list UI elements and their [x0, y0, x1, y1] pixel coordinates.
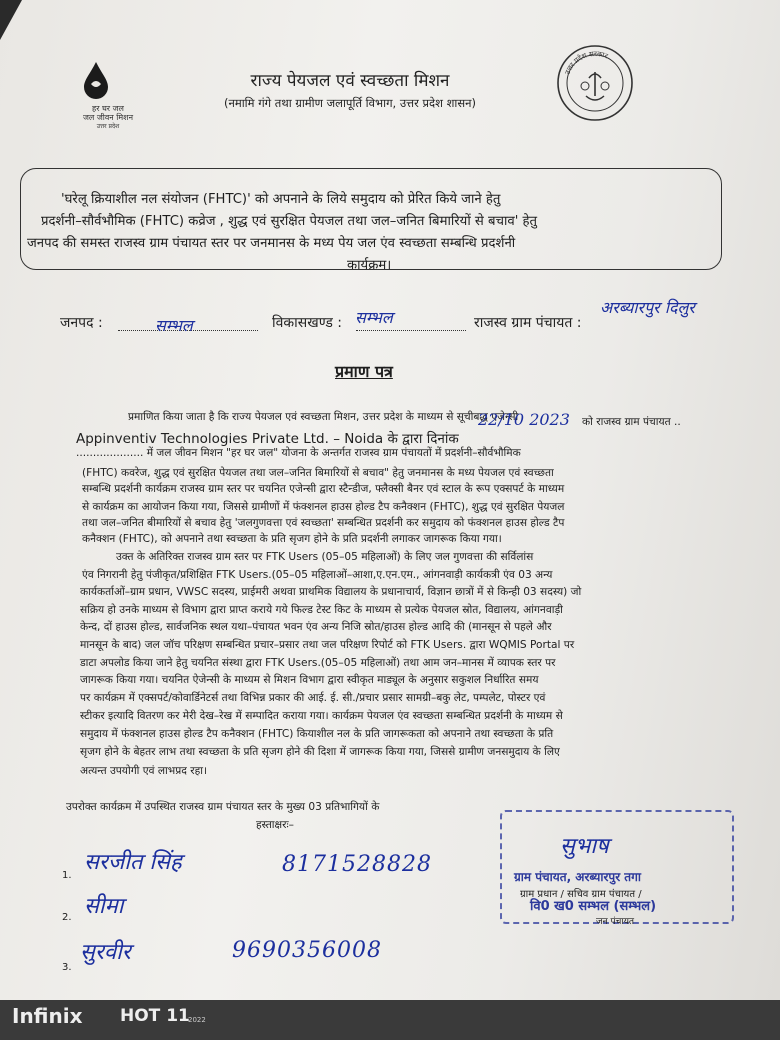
participant-3-no: 3. — [62, 962, 72, 973]
cert-line-7: से कार्यक्रम का आयोजन किया गया, जिससे ग्रामीणों में फंक्शनल हाउस होल्ड टैप कनैक्शन (FHTC), शुद्ध एवं सुरक्षित पेयजल — [82, 501, 565, 513]
participant-3-phone: 9690356008 — [232, 938, 382, 963]
cert-line-6: सम्बन्धि प्रदर्शनी कार्यक्रम राजस्व ग्राम स्तर पर चयनित एजेन्सी द्वारा स्टैन्डीज, फ्लैक्सी बैनर एवं स्टाल के रूप एक्सपर्ट के माध्यम — [82, 483, 565, 495]
org-subtitle: (नमामि गंगे तथा ग्रामीण जलापूर्ति विभाग, उत्तर प्रदेश शासन) — [223, 96, 477, 110]
cert-line-4: .................... में जल जीवन मिशन "हर घर जल" योजना के अन्तर्गत राजस्व ग्राम पंचायतों में प्रदर्शनी–सौर्वभौमिक — [76, 447, 521, 459]
stamp-line-1: ग्राम पंचायत, अरब्यारपुर तगा — [514, 870, 641, 884]
cert-line-14: केन्द, दों हाउस होल्ड, सार्वजनिक स्थल यथा–पंचायत भवन एंव अन्य निजि स्रोत/हाउस होल्ड आदि की (मानसून से पहले और — [80, 621, 552, 633]
subject-line-1: 'घरेलू क्रियाशील नल संयोजन (FHTC)' को अपनाने के लिये समुदाय को प्रेरित किये जाने हेतु — [61, 192, 501, 207]
participants-intro: उपरोक्त कार्यक्रम में उपस्थित राजस्व ग्राम पंचायत स्तर के मुख्य 03 प्रतिभागियों के — [66, 801, 380, 813]
org-title: राज्य पेयजल एवं स्वच्छता मिशन — [250, 71, 450, 91]
camera-year-watermark: 2022 — [188, 1016, 206, 1024]
block-value: सम्भल — [355, 308, 393, 327]
cert-line-12: कार्यकर्ताओं–ग्राम प्रधान, VWSC सदस्य, प्राईमरी अथवा प्राथमिक विद्यालय के प्रधानाचार्य, विज्ञान छात्रों में से किन्ही 03 सदस्य) जो — [80, 586, 582, 598]
stamp-line-2: ग्राम प्रधान / सचिव ग्राम पंचायत / — [520, 889, 642, 900]
water-drop-icon — [80, 60, 112, 100]
district-label: जनपद : — [60, 315, 103, 331]
cert-line-11: एंव निगरानी हेतु पंजीकृत/प्रशिक्षित FTK Users.(05–05 महिलाओं–आशा,ए.एन.एम., आंगनवाड़ी कार्यकत्री एंव 03 अन्य — [82, 569, 553, 581]
up-government-seal — [556, 44, 634, 122]
certificate-title: प्रमाण पत्र — [335, 362, 393, 381]
stamp-line-4: जन पंचायत — [596, 917, 635, 927]
camera-brand-watermark: Infinix — [12, 1004, 83, 1028]
date-value: 22/10 2023 — [478, 410, 570, 429]
participant-1-name: सरजीत सिंह — [84, 850, 182, 875]
stamp-line-3: वि0 ख0 सम्भल (सम्भल) — [530, 899, 657, 914]
cert-line-15: मानसून के बाद) जल जॉच परिक्षण सम्बन्धित प्रचार–प्रसार तथा जल परिक्षण रिपोर्ट को FTK Users. द्वारा WQMIS Portal पर — [80, 639, 575, 651]
cert-line-17: जागरूक किया गया। चयनित ऐजेन्सी के माध्यम से मिशन विभाग द्वारा स्वीकृत माड्यूल के अनुसार सकुशल निर्धारित समय — [80, 674, 539, 686]
har-ghar-jal-logo — [80, 60, 136, 130]
cert-line-20: समुदाय में फंक्शनल हाउस होल्ड टैप कनैक्शन (FHTC) कियाशील नल के प्रति जागरूकता को अपनाने तथा स्वच्छता के प्रति — [80, 728, 554, 740]
cert-line-16: डाटा अपलोड किया जाने हेतु चयनित संस्था द्वारा FTK Users.(05–05 महिलाओं) तथा आम जन–मानस में व्यापक स्तर पर — [80, 657, 556, 669]
cert-line-8: तथा जल–जनित बीमारियों से बचाव हेतु 'जलगुणवत्ता एवं स्वच्छता' सम्बन्धित प्रदर्शनी कर समुदाय को फंक्शनल हाउस होल्ड टैप — [82, 517, 565, 529]
participant-3-name: सुरवीर — [80, 940, 131, 965]
pradhan-signature: सुभाष — [560, 834, 609, 859]
cert-line-3: को राजस्व ग्राम पंचायत .. — [582, 416, 681, 428]
cert-line-5: (FHTC) कवरेज, शुद्ध एवं सुरक्षित पेयजल तथा जल–जनित बिमारियों से बचाव" हेतु जनमानस के मध्य पेयजल एवं स्वच्छता — [82, 467, 554, 479]
svg-text:उत्तर प्रदेश सरकार — [564, 50, 609, 76]
subject-line-3: जनपद की समस्त राजस्व ग्राम पंचायत स्तर पर जनमानस के मध्य पेय जल एंव स्वच्छता सम्बन्धि प्रदर्शनी — [27, 236, 516, 251]
cert-line-9: कनैक्शन (FHTC), को अपनाने तथा स्वच्छता के प्रति सृजग होने के प्रति प्रदर्शनी लगाकर जागरूक किया गया। — [82, 533, 502, 545]
logo-text-1: हर घर जल — [92, 104, 124, 113]
participant-2-no: 2. — [62, 912, 72, 923]
panchayat-label: राजस्व ग्राम पंचायत : — [474, 315, 582, 331]
cert-line-21: सृजग होने के बेहतर लाभ तथा स्वच्छता के प्रति सृजग होने की दिशा में जागरूक किया गया, जिससे ग्रामीण जनसमुदाय के लिए — [80, 746, 560, 758]
cert-line-13: सक्रिय हो उनके माध्यम से विभाग द्वारा प्राप्त कराये गये फिल्ड टेस्ट किट के माध्यम से प्रत्येक पेयजल स्रोत, विद्यालय, आंगनवाड़ी — [80, 604, 563, 616]
subject-line-4: कार्यक्रम। — [347, 258, 392, 273]
block-label: विकासखण्ड : — [272, 315, 343, 331]
cert-line-19: स्टीकर इत्यादि वितरण कर मेरी देख–रेख में सम्पादित कराया गया। कार्यक्रम पेयजल एंव स्वच्छता सम्बन्धित प्रदर्शनी के माध्यम से — [80, 710, 563, 722]
district-value: सम्भल — [155, 316, 193, 335]
participant-1-no: 1. — [62, 870, 72, 881]
subject-box — [20, 168, 722, 273]
cert-line-22: अत्यन्त उपयोगी एवं लाभप्रद रहा। — [80, 765, 207, 777]
seal-text: उत्तर प्रदेश सरकार — [563, 49, 609, 76]
panchayat-value: अरब्यारपुर दिलुर — [600, 298, 695, 317]
cert-line-18: पर कार्यक्रम में एक्सपर्ट/कोवार्डिनेटर्स तथा विभिन्न प्रकार की आई. ई. सी./प्रचार प्रसार सामग्री–बकु लेट, पम्पलेट, पोस्टर एवं — [80, 692, 546, 704]
cert-line-1: प्रमाणित किया जाता है कि राज्य पेयजल एवं स्वच्छता मिशन, उत्तर प्रदेश के माध्यम से सूचीबद्ध एजेन्सी — [128, 411, 519, 423]
signatures-label: हस्ताक्षरः– — [256, 819, 294, 831]
cert-line-2: Appinventiv Technologies Private Ltd. – Noida के द्वारा दिनांक — [76, 431, 459, 447]
cert-line-10: उक्त के अतिरिक्त राजस्व ग्राम स्तर पर FTK Users (05–05 महिलाओं) के लिए जल गुणवत्ता की सर्विलांस — [116, 551, 534, 563]
logo-text-2: जल जीवन मिशन — [82, 113, 134, 122]
page-corner-shadow — [0, 0, 22, 40]
logo-text-3: उत्तर प्रदेश — [96, 123, 120, 130]
subject-line-2: प्रदर्शनी–सौर्वभौमिक (FHTC) कव्रेज , शुद्ध एवं सुरक्षित पेयजल तथा जल–जनित बिमारियों से बचाव' हेतु — [41, 214, 538, 229]
camera-model-watermark: HOT 11 — [120, 1006, 190, 1026]
participant-1-phone: 8171528828 — [282, 852, 432, 877]
participant-2-name: सीमा — [84, 894, 124, 919]
block-dots — [356, 330, 466, 331]
